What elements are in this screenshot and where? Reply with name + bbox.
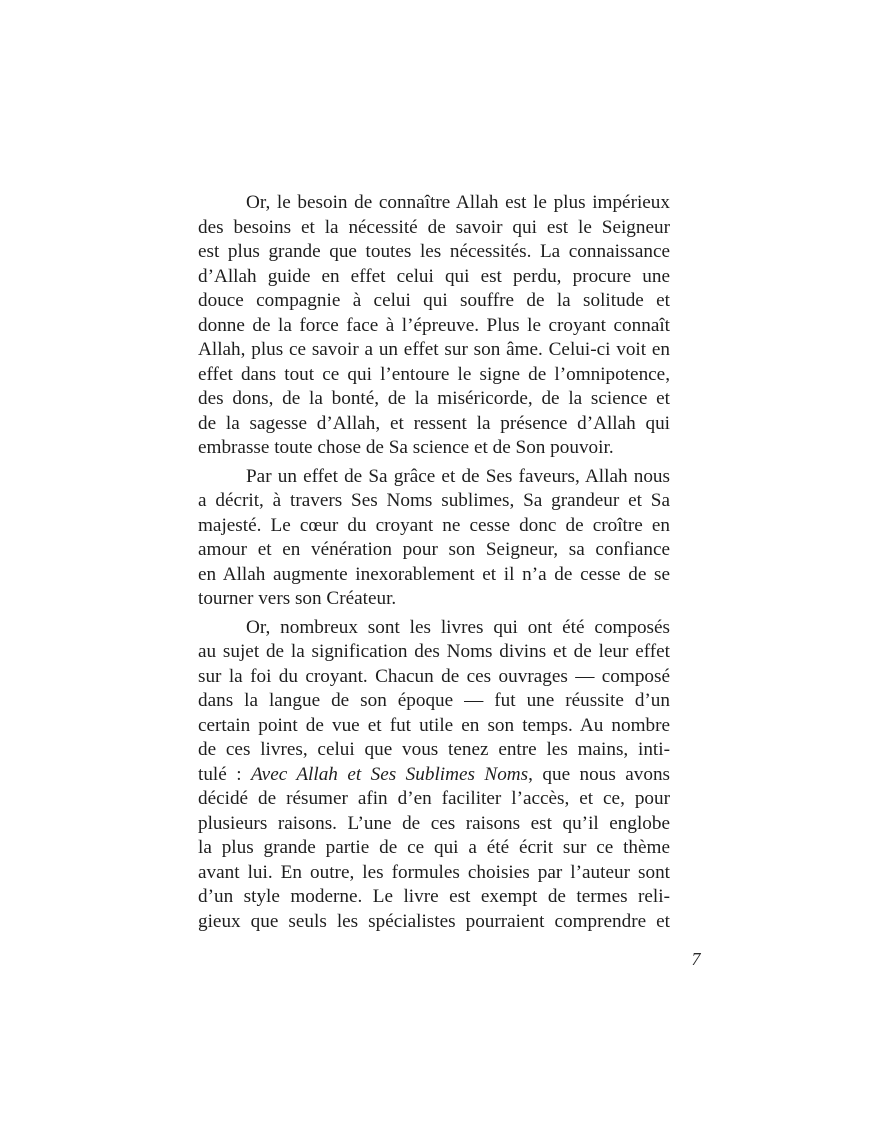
text-line: Or, nombreux sont les livres qui ont été composés xyxy=(246,616,670,638)
text-line: embrasse toute chose de Sa science et de Son pouvoir. xyxy=(198,437,614,458)
text-line: sur la foi du croyant. Chacun de ces ouvrages — composé xyxy=(198,665,670,687)
text-line: effet dans tout ce qui l’entoure le signe de l’omnipotence, xyxy=(198,363,670,385)
text-line: avant lui. En outre, les formules choisies par l’auteur sont xyxy=(198,861,670,883)
text-line: Par un effet de Sa grâce et de Ses faveurs, Allah nous xyxy=(246,465,670,487)
text-line: au sujet de la signification des Noms divins et de leur effet xyxy=(198,641,670,662)
paragraph xyxy=(198,191,670,461)
text-line: certain point de vue et fut utile en son temps. Au nombre xyxy=(198,714,670,736)
text-line: d’un style moderne. Le livre est exempt de termes reli- xyxy=(198,886,670,907)
text-line: en Allah augmente inexorablement et il n’a de cesse de se xyxy=(198,563,670,585)
text-line: majesté. Le cœur du croyant ne cesse donc de croître en xyxy=(198,514,670,536)
paragraph xyxy=(198,465,670,612)
text-block xyxy=(198,191,670,934)
book-title-italic: Avec Allah et Ses Sublimes Noms xyxy=(251,763,529,785)
text-line: Or, le besoin de connaître Allah est le plus impérieux xyxy=(246,192,670,213)
text-line: d’Allah guide en effet celui qui est perdu, procure une xyxy=(198,265,670,287)
paragraph xyxy=(198,616,670,935)
text-line: plusieurs raisons. L’une de ces raisons est qu’il englobe xyxy=(198,812,670,834)
text-line: tourner vers son Créateur. xyxy=(198,588,397,609)
text-line: a décrit, à travers Ses Noms sublimes, Sa grandeur et Sa xyxy=(198,490,670,511)
text-line: la plus grande partie de ce qui a été écrit sur ce thème xyxy=(198,837,670,858)
text-line: gieux que seuls les spécialistes pourraient comprendre et xyxy=(198,910,670,932)
page-number: 7 xyxy=(691,949,701,969)
text-line: donne de la force face à l’épreuve. Plus le croyant connaît xyxy=(198,314,670,336)
text-line: des besoins et la nécessité de savoir qui est le Seigneur xyxy=(198,216,670,238)
text-line: tulé : Avec Allah et Ses Sublimes Noms, que nous avons xyxy=(198,763,671,785)
text-line: des dons, de la bonté, de la miséricorde, de la science et xyxy=(198,388,670,409)
text-line: Allah, plus ce savoir a un effet sur son âme. Celui-ci voit en xyxy=(198,339,670,360)
text-line: amour et en vénération pour son Seigneur, sa confiance xyxy=(198,539,670,560)
text-line: dans la langue de son époque — fut une réussite d’un xyxy=(198,690,670,711)
text-line: décidé de résumer afin d’en faciliter l’accès, et ce, pour xyxy=(198,788,670,809)
text-line: de ces livres, celui que vous tenez entre les mains, inti- xyxy=(198,739,670,760)
text-line: douce compagnie à celui qui souffre de la solitude et xyxy=(198,290,670,311)
text-line: de la sagesse d’Allah, et ressent la présence d’Allah qui xyxy=(198,412,670,434)
text-line: est plus grande que toutes les nécessités. La connaissance xyxy=(198,241,670,262)
